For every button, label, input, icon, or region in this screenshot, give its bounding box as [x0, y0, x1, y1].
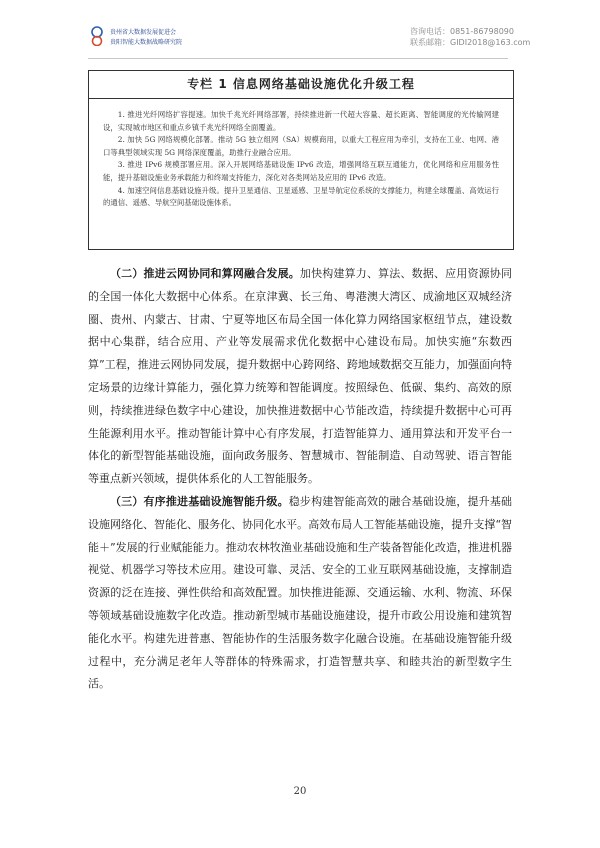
logo-line-3: 贵阳智能大数据战略研究院 [110, 39, 183, 46]
page-header [0, 0, 600, 60]
contact-email: 联系邮箱：GIDI2018@163.com [410, 38, 531, 47]
logo-line-1: 贵州省大数据发展促进会 [110, 29, 177, 36]
sidebox-item: 3. 推进 IPv6 规模部署应用。深入开展网络基础设施 IPv6 改造，增强网络互联互通能力，优化网络和应用服务性能，提升基础设施业务承载能力和终端支持能力，深化对各类网站及应用的 IPv6 改造。 [103, 160, 499, 182]
page-number: 20 [293, 786, 307, 797]
section-heading: （三）有序推进基础设施智能升级。 [110, 494, 289, 508]
paragraph-text: 加快构建算力、算法、数据、应用资源协同的全国一体化大数据中心体系。在京津冀、长三角、粤港澳大湾区、成渝地区双城经济圈、贵州、内蒙古、甘肃、宁夏等地区布局全国一体化算力网络国家枢纽节点，建设数据中心集群，结合应用、产业等发展需求优化数据中心建设布局。加快实施“东数西算”工程，推进云网协同发展，提升数据中心跨网络、跨地域数据交互能力，加强面向特定场景的边缘计算能力，强化算力统筹和智能调度。按照绿色、低碳、集约、高效的原则，持续推进绿色数字中心建设，加快推进数据中心节能改造，持续提升数据中心可再生能源利用水平。推动智能计算中心有序发展，打造智能算力、通用算法和开发平台一体化的新型智能基础设施，面向政务服务、智慧城市、智能制造、自动驾驶、语言智能等重点新兴领域，提供体系化的人工智能服务。 [88, 267, 513, 486]
sidebox-item: 2. 加快 5G 网络规模化部署。推动 5G 独立组网（SA）规模商用，以重大工程应用为牵引，支持在工业、电网、港口等典型领域实现 5G 网络深度覆盖，助推行业融合应用。 [103, 135, 499, 157]
paragraph [88, 491, 512, 696]
sidebox-title: 专栏 1 信息网络基础设施优化升级工程 [89, 71, 513, 99]
sidebox-item: 1. 推进光纤网络扩容提速。加快千兆光纤网络部署，持续推进新一代超大容量、超长距离、智能调度的光传输网建设，实现城市地区和重点乡镇千兆光纤网络全面覆盖。 [103, 110, 499, 132]
paragraph-text: 稳步构建智能高效的融合基础设施，提升基础设施网络化、智能化、服务化、协同化水平。高效布局人工智能基础设施，提升支撑“智能＋”发展的行业赋能能力。推动农林牧渔业基础设施和生产装备智能化改造，推进机器视觉、机器学习等技术应用。建设可靠、灵活、安全的工业互联网基础设施，支撑制造资源的泛在连接、弹性供给和高效配置。加快推进能源、交通运输、水利、物流、环保等领域基础设施数字化改造。推动新型城市基础设施建设，提升市政公用设施和建筑智能化水平。构建先进普惠、智能协作的生活服务数字化融合设施。在基础设施智能升级过程中，充分满足老年人等群体的特殊需求，打造智慧共享、和睦共治的新型数字生活。 [88, 494, 513, 691]
sidebox-body [89, 99, 513, 210]
contact-info [410, 26, 530, 48]
paragraph [88, 263, 512, 491]
section-heading: （二）推进云网协同和算网融合发展。 [110, 267, 300, 280]
sidebox [88, 70, 514, 250]
contact-phone: 咨询电话：0851-86798090 [410, 27, 514, 36]
header-divider [88, 58, 508, 59]
org-logo [88, 24, 208, 52]
sidebox-item: 4. 加速空间信息基础设施升级。提升卫星通信、卫星遥感、卫星导航定位系统的支撑能力，构建全球覆盖、高效运行的通信、遥感、导航空间基础设施体系。 [103, 185, 499, 208]
logo-emblem-icon [88, 26, 106, 46]
main-content [88, 263, 512, 696]
